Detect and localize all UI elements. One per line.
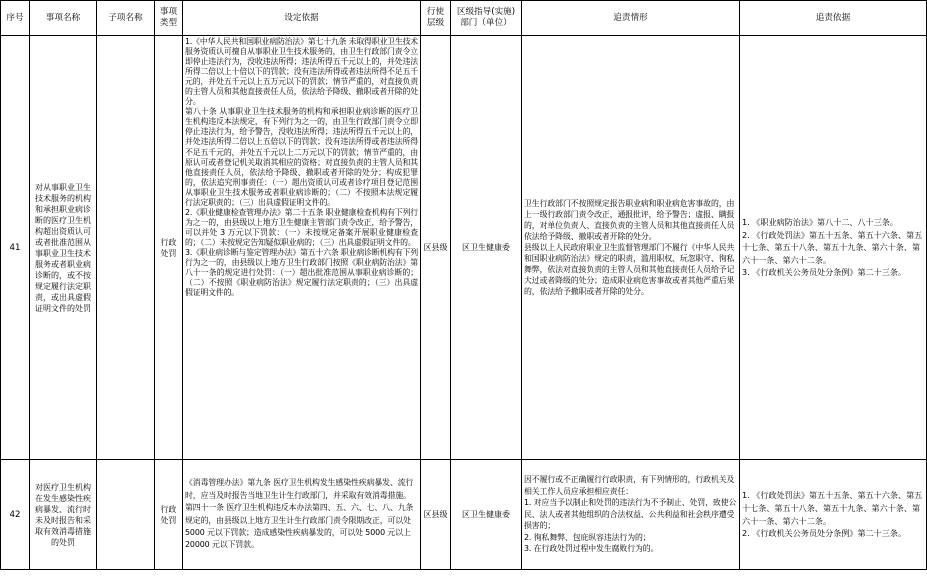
row-seq: 42 <box>1 460 30 570</box>
header-accountability-basis: 追责依据 <box>740 1 927 36</box>
header-situation: 追责情形 <box>522 1 740 36</box>
header-row <box>1 1 927 36</box>
row-accountability-basis: 1. 《职业病防治法》第八十二、八十三条。 2. 《行政处罚法》第五十五条、第五十六条、第五十七条、第五十八条、第五十九条、第六十条、第六十一条、第六十二条。 3. 《行政机关公务员处分条例》第二十三条。 <box>740 36 927 460</box>
header-level: 行使层级 <box>421 1 451 36</box>
header-department: 区级指导(实施)部门（单位） <box>451 1 522 36</box>
row-level: 区县级 <box>421 460 451 570</box>
row-item-type: 行政处罚 <box>155 460 183 570</box>
row-sub-item-name <box>97 460 155 570</box>
header-item-name: 事项名称 <box>30 1 97 36</box>
table-row <box>1 36 927 460</box>
row-item-type: 行政处罚 <box>155 36 183 460</box>
row-situation: 卫生行政部门不按照规定报告职业病和职业病危害事故的，由上一级行政部门责令改正，通报批评，给予警告；虚报、瞒报的，对单位负责人、直接负责的主管人员和其他直接责任人员依法给予降级、撤职或者开除的处分。 县级以上人民政府职业卫生监督管理部门不履行《中华人民共和国职业病防治法》规定的职责，滥用职权、玩忽职守、徇私舞弊，依法对直接负责的主管人员和其他直接责任人员给予记大过或者降级的处分；造成职业病危害事故或者其他严重后果的，依法给予撤职或者开除的处分。 <box>522 36 740 460</box>
header-sub-item-name: 子项名称 <box>97 1 155 36</box>
row-item-name: 对医疗卫生机构在发生感染性疾病暴发、流行时未及时报告和采取有效消毒措施的处罚 <box>30 460 97 570</box>
row-basis: 1.《中华人民共和国职业病防治法》第七十九条 未取得职业卫生技术服务资质认可擅自从事职业卫生技术服务的，由卫生行政部门责令立即停止违法行为，没收违法所得；违法所得五千元以上的，并处违法所得二倍以上十倍以下的罚款；没有违法所得或者违法所得不足五千元的，并处五千元以上五万元以下的罚款；情节严重的，对直接负责的主管人员和其他直接责任人员，依法给予降级、撤职或者开除的处分。 第八十条 从事职业卫生技术服务的机构和承担职业病诊断的医疗卫生机构违反本法规定，有下列行为之一的，由卫生行政部门责令立即停止违法行为，给予警告，没收违法所得；违法所得五千元以上的，并处违法所得二倍以上五倍以下的罚款；没有违法所得或者违法所得不足五千元的，并处五千元以上二万元以下的罚款；情节严重的，由原认可或者登记机关取消其相应的资格；对直接负责的主管人员和其他直接责任人员，依法给予降级、撤职或者开除的处分；构成犯罪的，依法追究刑事责任：（一）超出资质认可或者诊疗项目登记范围从事职业卫生技术服务或者职业病诊断的；（二）不按照本法规定履行法定职责的；（三）出具虚假证明文件的。 2.《职业健康检查管理办法》第二十五条 职业健康检查机构有下列行为之一的，由县级以上地方卫生健康主管部门责令改正，给予警告，可以并处 3 万元以下罚款：（一）未按规定备案开展职业健康检查的；（二）未按规定告知疑似职业病的；（三）出具虚假证明文件的。 3.《职业病诊断与鉴定管理办法》第五十六条 职业病诊断机构有下列行为之一的，由县级以上地方卫生行政部门按照《职业病防治法》第八十一条的规定进行处罚：（一）超出批准范围从事职业病诊断的；（二）不按照《职业病防治法》规定履行法定职责的；（三）出具虚假证明文件的。 <box>183 36 421 460</box>
row-level: 区县级 <box>421 36 451 460</box>
header-basis: 设定依据 <box>183 1 421 36</box>
row-situation: 因不履行或不正确履行行政职责，有下列情形的，行政机关及相关工作人员应承担相应责任： 1. 对应当予以制止和处罚的违法行为不予制止、处罚，致使公民、法人或者其他组织的合法权益、公共利益和社会秩序遭受损害的； 2. 徇私舞弊、包庇纵容违法行为的； 3. 在行政处罚过程中发生腐败行为的。 <box>522 460 740 570</box>
row-sub-item-name <box>97 36 155 460</box>
row-accountability-basis: 1. 《行政处罚法》第五十五条、第五十六条、第五十七条、第五十八条、第五十九条、第六十条、第六十一条、第六十二条。 2. 《行政机关公务员处分条例》第二十三条。 <box>740 460 927 570</box>
row-department: 区卫生健康委 <box>451 460 522 570</box>
header-seq: 序号 <box>1 1 30 36</box>
table-row <box>1 460 927 570</box>
row-department: 区卫生健康委 <box>451 36 522 460</box>
row-basis: 《消毒管理办法》第九条 医疗卫生机构发生感染性疾病暴发、流行时，应当及时报告当地卫生计生行政部门，并采取有效消毒措施。 第四十一条 医疗卫生机构违反本办法第四、五、六、七、八、九条规定的，由县级以上地方卫生计生行政部门责令限期改正，可以处 5000 元以下罚款；造成感染性疾病暴发的，可以处 5000 元以上 20000 元以下罚款。 <box>183 460 421 570</box>
header-item-type: 事项类型 <box>155 1 183 36</box>
row-seq: 41 <box>1 36 30 460</box>
row-item-name: 对从事职业卫生技术服务的机构和承担职业病诊断的医疗卫生机构超出资质认可或者批准范围从事职业卫生技术服务或者职业病诊断的，或不按规定履行法定职责，或出具虚假证明文件的处罚 <box>30 36 97 460</box>
